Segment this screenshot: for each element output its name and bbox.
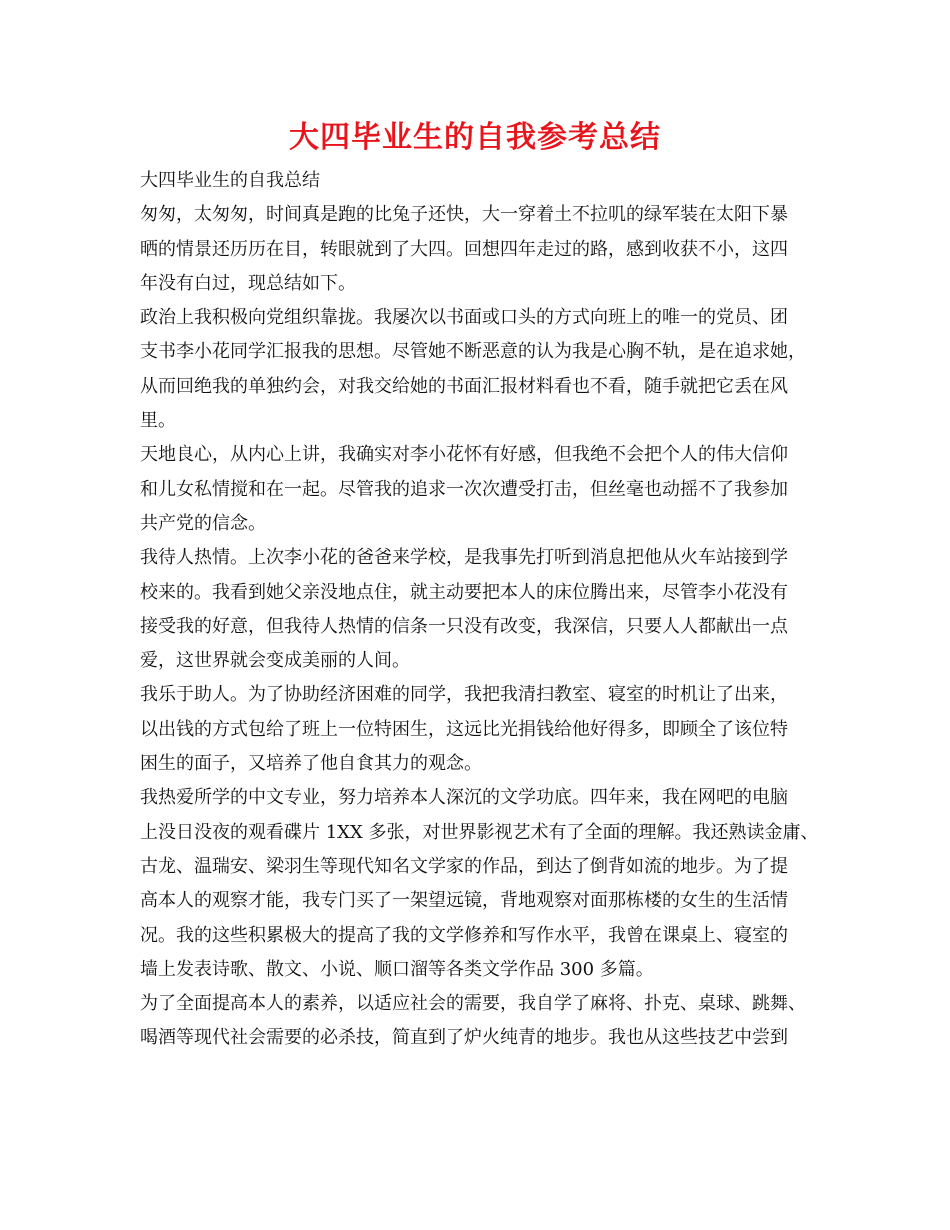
paragraph-line: 我乐于助人。为了协助经济困难的同学，我把我清扫教室、寝室的时机让了出来， xyxy=(140,684,788,706)
document-body xyxy=(140,164,830,1056)
paragraph-line: 我待人热情。上次李小花的爸爸来学校，是我事先打听到消息把他从火车站接到学 xyxy=(140,547,788,569)
paragraph-line: 和儿女私情搅和在一起。尽管我的追求一次次遭受打击，但丝毫也动摇不了我参加 xyxy=(140,478,788,500)
paragraph-line: 政治上我积极向党组织靠拢。我屡次以书面或口头的方式向班上的唯一的党员、团 xyxy=(140,307,788,329)
document-title: 大四毕业生的自我参考总结 xyxy=(289,120,661,155)
paragraph-line: 上没日没夜的观看碟片 1XX 多张，对世界影视艺术有了全面的理解。我还熟读金庸、 xyxy=(140,821,819,843)
paragraph-line: 况。我的这些积累极大的提高了我的文学修养和写作水平，我曾在课桌上、寝室的 xyxy=(140,924,788,946)
paragraph-line: 天地良心，从内心上讲，我确实对李小花怀有好感，但我绝不会把个人的伟大信仰 xyxy=(140,444,788,466)
paragraph-line: 里。 xyxy=(140,410,176,432)
paragraph-line: 匆匆，太匆匆，时间真是跑的比兔子还快，大一穿着土不拉叽的绿军装在太阳下暴 xyxy=(140,204,788,226)
paragraph-line: 困生的面子，又培养了他自食其力的观念。 xyxy=(140,753,482,775)
paragraph-line: 以出钱的方式包给了班上一位特困生，这远比光捐钱给他好得多，即顾全了该位特 xyxy=(140,718,788,740)
paragraph-line: 我热爱所学的中文专业，努力培养本人深沉的文学功底。四年来，我在网吧的电脑 xyxy=(140,787,788,809)
paragraph-line: 晒的情景还历历在目，转眼就到了大四。回想四年走过的路，感到收获不小，这四 xyxy=(140,238,788,260)
paragraph-line: 爱，这世界就会变成美丽的人间。 xyxy=(140,650,410,672)
paragraph-line: 为了全面提高本人的素养，以适应社会的需要，我自学了麻将、扑克、桌球、跳舞、 xyxy=(140,993,806,1015)
paragraph-line: 校来的。我看到她父亲没地点住，就主动要把本人的床位腾出来，尽管李小花没有 xyxy=(140,581,788,603)
paragraph-line: 墙上发表诗歌、散文、小说、顺口溜等各类文学作品 300 多篇。 xyxy=(140,958,654,980)
paragraph-line: 年没有白过，现总结如下。 xyxy=(140,272,356,294)
paragraph-line: 从而回绝我的单独约会，对我交给她的书面汇报材料看也不看，随手就把它丢在风 xyxy=(140,375,788,397)
paragraph-line: 支书李小花同学汇报我的思想。尽管她不断恶意的认为我是心胸不轨，是在追求她， xyxy=(140,341,806,363)
paragraph-line: 古龙、温瑞安、梁羽生等现代知名文学家的作品，到达了倒背如流的地步。为了提 xyxy=(140,855,788,877)
paragraph-line: 喝酒等现代社会需要的必杀技，简直到了炉火纯青的地步。我也从这些技艺中尝到 xyxy=(140,1027,788,1049)
paragraph-line: 共产党的信念。 xyxy=(140,512,266,534)
paragraph-line: 高本人的观察才能，我专门买了一架望远镜，背地观察对面那栋楼的女生的生活情 xyxy=(140,890,788,912)
paragraph-line: 接受我的好意，但我待人热情的信条一只没有改变，我深信，只要人人都献出一点 xyxy=(140,615,788,637)
document-subtitle: 大四毕业生的自我总结 xyxy=(140,170,320,191)
